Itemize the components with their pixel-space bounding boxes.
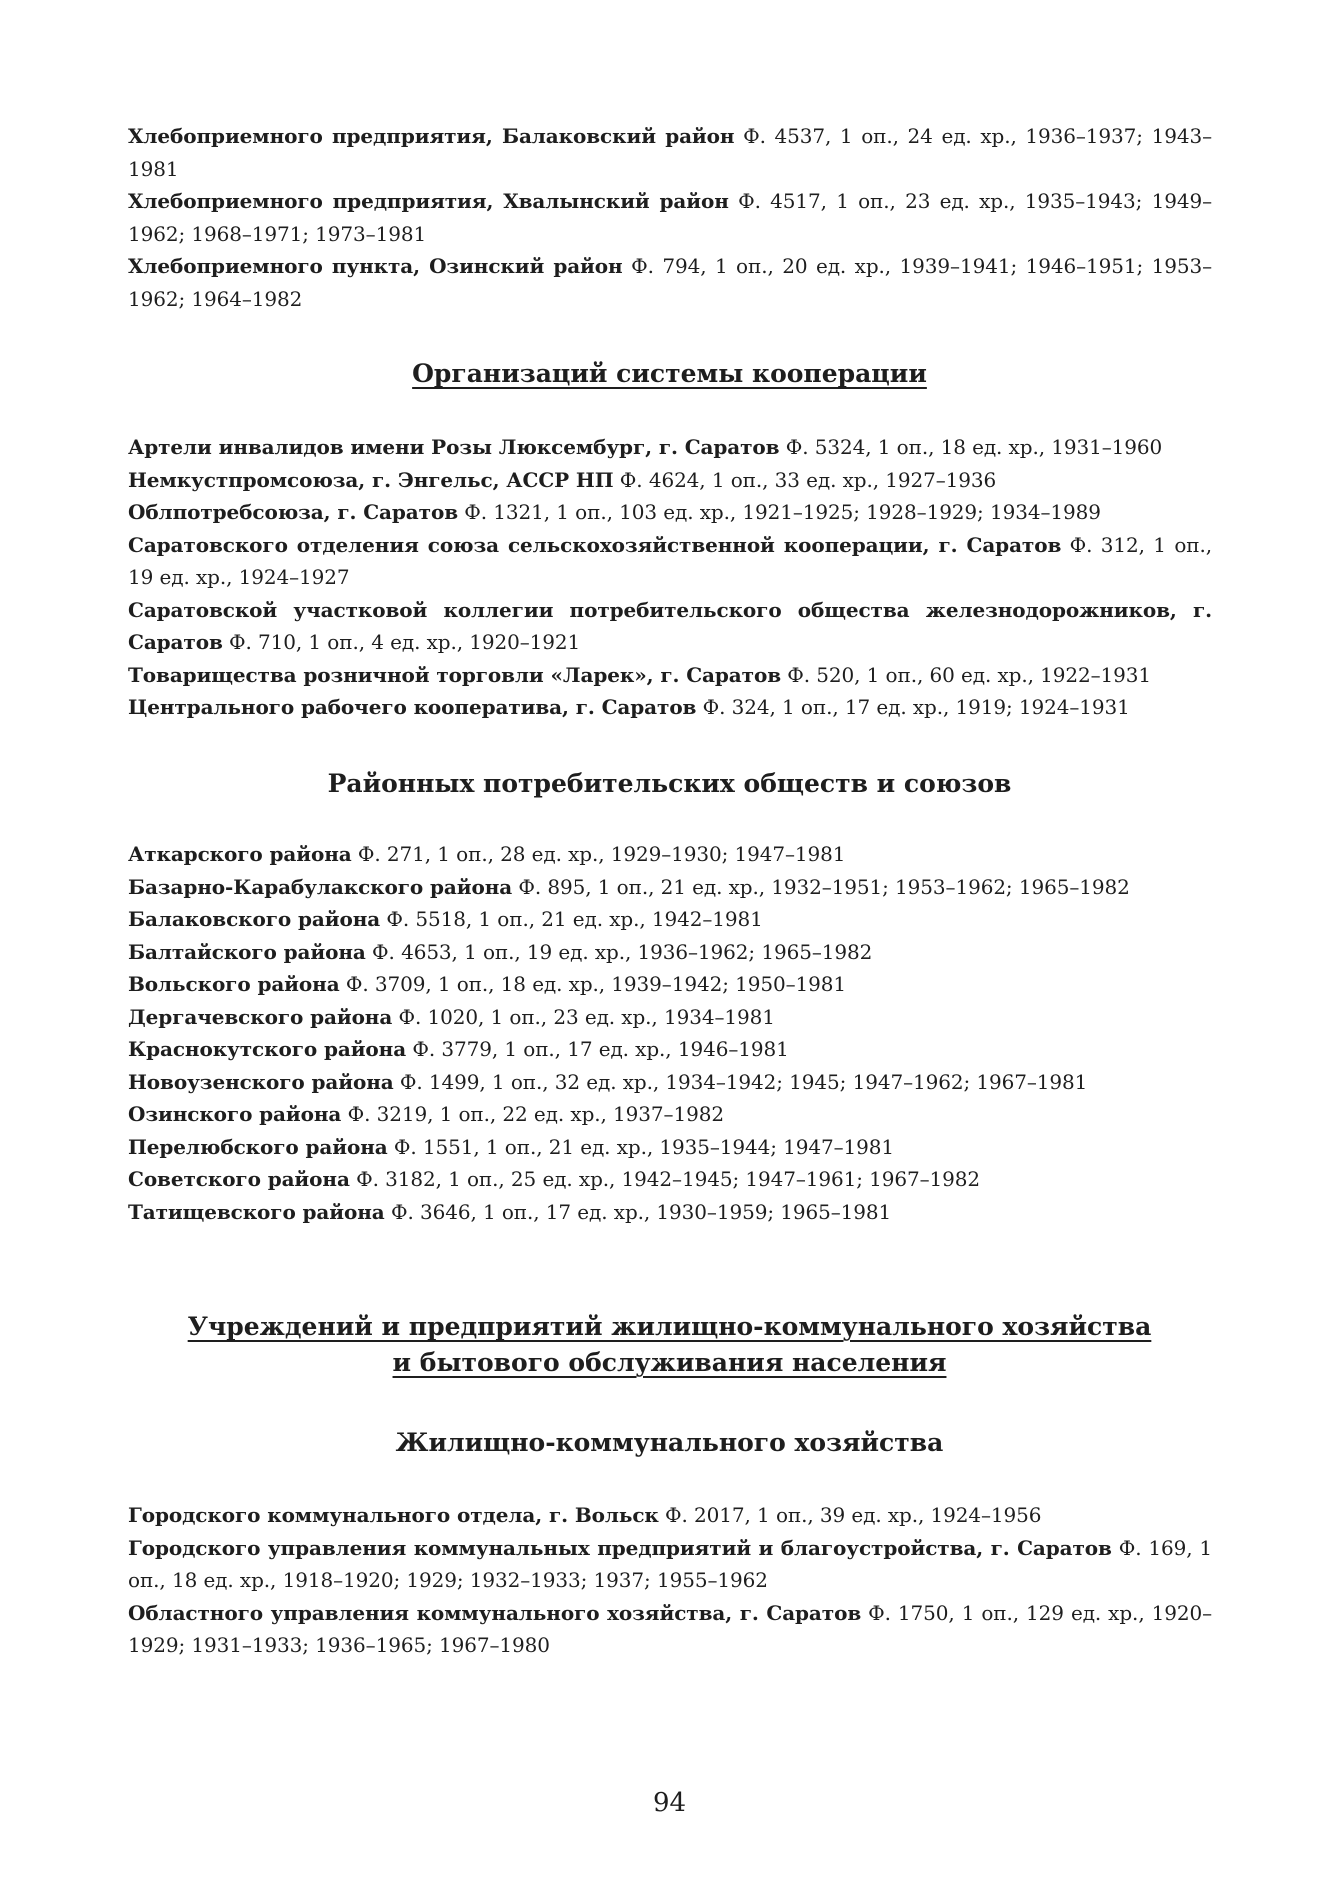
entry-info: Ф. 1020, 1 оп., 23 ед. хр., 1934–1981: [398, 1004, 775, 1029]
entry-info: Ф. 324, 1 оп., 17 ед. хр., 1919; 1924–1931: [702, 695, 1130, 719]
entry-info: Ф. 4517, 1 оп., 23 ед. хр., 1935–1943; 1949–1962; 1968–1971; 1973–1981: [128, 189, 1212, 246]
list-item: [128, 1001, 1212, 1034]
section-title-text: Учреждений и предприятий жилищно-коммунального хозяйства: [187, 1312, 1152, 1341]
entry-info: Ф. 1551, 1 оп., 21 ед. хр., 1935–1944; 1947–1981: [393, 1134, 895, 1159]
entry-name: Хлебоприемного предприятия, Хвалынский район: [128, 189, 729, 213]
list-item: [128, 903, 1212, 936]
list-item: [128, 1196, 1212, 1229]
entry-info: Ф. 3219, 1 оп., 22 ед. хр., 1937–1982: [347, 1102, 724, 1126]
section-title-housing-line1: [0, 1311, 1339, 1343]
list-item: [128, 1597, 1212, 1662]
list-item: [128, 936, 1212, 969]
list-item: [128, 529, 1212, 594]
entry-info: Ф. 312, 1 оп., 19 ед. хр., 1924–1927: [128, 532, 1212, 589]
subsection-title-housing: [0, 1427, 1339, 1459]
list-item: [128, 464, 1212, 497]
list-item: [128, 1532, 1212, 1597]
list-item: [128, 968, 1212, 1001]
entry-name: Товарищества розничной торговли «Ларек», г. Саратов: [128, 662, 781, 687]
district-entries: [128, 838, 1212, 1228]
list-item: [128, 871, 1212, 904]
entry-name: Краснокутского района: [128, 1037, 407, 1061]
section-title-district: [0, 768, 1339, 800]
entry-info: Ф. 3646, 1 оп., 17 ед. хр., 1930–1959; 1965–1981: [390, 1199, 892, 1224]
list-item: [128, 1066, 1212, 1099]
list-item: [128, 496, 1212, 529]
entry-info: Ф. 794, 1 оп., 20 ед. хр., 1939–1941; 1946–1951; 1953–1962; 1964–1982: [128, 254, 1212, 311]
section-title-text: Организаций системы кооперации: [412, 359, 927, 388]
entry-name: Новоузенского района: [128, 1069, 394, 1094]
entry-name: Хлебоприемного пункта, Озинский район: [128, 254, 623, 278]
list-item: [128, 120, 1212, 185]
entry-name: Центрального рабочего кооператива, г. Саратов: [128, 695, 697, 719]
entry-info: Ф. 169, 1 оп., 18 ед. хр., 1918–1920; 1929; 1932–1933; 1937; 1955–1962: [128, 1535, 1212, 1592]
entry-info: Ф. 4624, 1 оп., 33 ед. хр., 1927–1936: [619, 467, 997, 492]
entry-name: Вольского района: [128, 972, 340, 996]
entry-name: Облпотребсоюза, г. Саратов: [128, 500, 458, 524]
entry-name: Немкустпромсоюза, г. Энгельс, АССР НП: [128, 467, 614, 492]
entry-name: Балаковского района: [128, 907, 381, 931]
entry-name: Перелюбского района: [128, 1134, 388, 1159]
entry-info: Ф. 271, 1 оп., 28 ед. хр., 1929–1930; 1947–1981: [357, 842, 846, 866]
entry-info: Ф. 5324, 1 оп., 18 ед. хр., 1931–1960: [785, 435, 1163, 459]
entry-name: Озинского района: [128, 1102, 342, 1126]
section-title-text: и бытового обслуживания населения: [392, 1348, 947, 1377]
entry-info: Ф. 520, 1 оп., 60 ед. хр., 1922–1931: [787, 662, 1152, 687]
entry-name: Городского управления коммунальных предприятий и благоустройства, г. Саратов: [128, 1535, 1112, 1560]
list-item: [128, 1131, 1212, 1164]
page-number: 94: [652, 1788, 687, 1818]
entry-name: Татищевского района: [128, 1199, 385, 1224]
entry-name: Артели инвалидов имени Розы Люксембург, г. Саратов: [128, 435, 780, 459]
list-item: [128, 250, 1212, 315]
list-item: [128, 1098, 1212, 1131]
entry-name: Хлебоприемного предприятия, Балаковский район: [128, 124, 735, 148]
entry-info: Ф. 710, 1 оп., 4 ед. хр., 1920–1921: [229, 630, 581, 654]
entry-info: Ф. 4653, 1 оп., 19 ед. хр., 1936–1962; 1965–1982: [372, 939, 873, 964]
entry-name: Областного управления коммунального хозяйства, г. Саратов: [128, 1600, 862, 1625]
entry-name: Саратовского отделения союза сельскохозяйственной кооперации, г. Саратов: [128, 532, 1062, 557]
entry-info: Ф. 5518, 1 оп., 21 ед. хр., 1942–1981: [386, 907, 763, 931]
subsection-title-text: Жилищно-коммунального хозяйства: [395, 1428, 944, 1457]
top-entries: [128, 120, 1212, 315]
entry-name: Балтайского района: [128, 939, 366, 964]
entry-info: Ф. 4537, 1 оп., 24 ед. хр., 1936–1937; 1943–1981: [128, 124, 1212, 181]
entry-name: Городского коммунального отдела, г. Вольск: [128, 1503, 659, 1527]
list-item: [128, 431, 1212, 464]
list-item: [128, 1499, 1212, 1532]
list-item: [128, 691, 1212, 724]
section-title-text: Районных потребительских обществ и союзов: [327, 769, 1012, 798]
entry-info: Ф. 3779, 1 оп., 17 ед. хр., 1946–1981: [412, 1037, 789, 1061]
list-item: [128, 1033, 1212, 1066]
entry-info: Ф. 895, 1 оп., 21 ед. хр., 1932–1951; 1953–1962; 1965–1982: [518, 874, 1130, 899]
list-item: [128, 185, 1212, 250]
list-item: [128, 594, 1212, 659]
section-title-housing-line2: [0, 1347, 1339, 1379]
cooperation-entries: [128, 431, 1212, 724]
entry-info: Ф. 1321, 1 оп., 103 ед. хр., 1921–1925; 1928–1929; 1934–1989: [464, 500, 1101, 524]
list-item: [128, 838, 1212, 871]
entry-name: Дергачевского района: [128, 1004, 393, 1029]
entry-info: Ф. 1750, 1 оп., 129 ед. хр., 1920–1929; 1931–1933; 1936–1965; 1967–1980: [128, 1600, 1212, 1657]
entry-name: Базарно-Карабулакского района: [128, 874, 513, 899]
entry-info: Ф. 3182, 1 оп., 25 ед. хр., 1942–1945; 1947–1961; 1967–1982: [356, 1167, 981, 1191]
entry-info: Ф. 2017, 1 оп., 39 ед. хр., 1924–1956: [665, 1503, 1042, 1527]
housing-entries: [128, 1499, 1212, 1662]
list-item: [128, 659, 1212, 692]
entry-info: Ф. 1499, 1 оп., 32 ед. хр., 1934–1942; 1945; 1947–1962; 1967–1981: [399, 1069, 1088, 1094]
entry-name: Советского района: [128, 1167, 350, 1191]
entry-info: Ф. 3709, 1 оп., 18 ед. хр., 1939–1942; 1950–1981: [345, 972, 846, 996]
section-title-cooperation: [0, 358, 1339, 390]
entry-name: Саратовской участковой коллегии потребительского общества железнодорожников, г. Саратов: [128, 597, 1212, 654]
list-item: [128, 1163, 1212, 1196]
entry-name: Аткарского района: [128, 842, 352, 866]
